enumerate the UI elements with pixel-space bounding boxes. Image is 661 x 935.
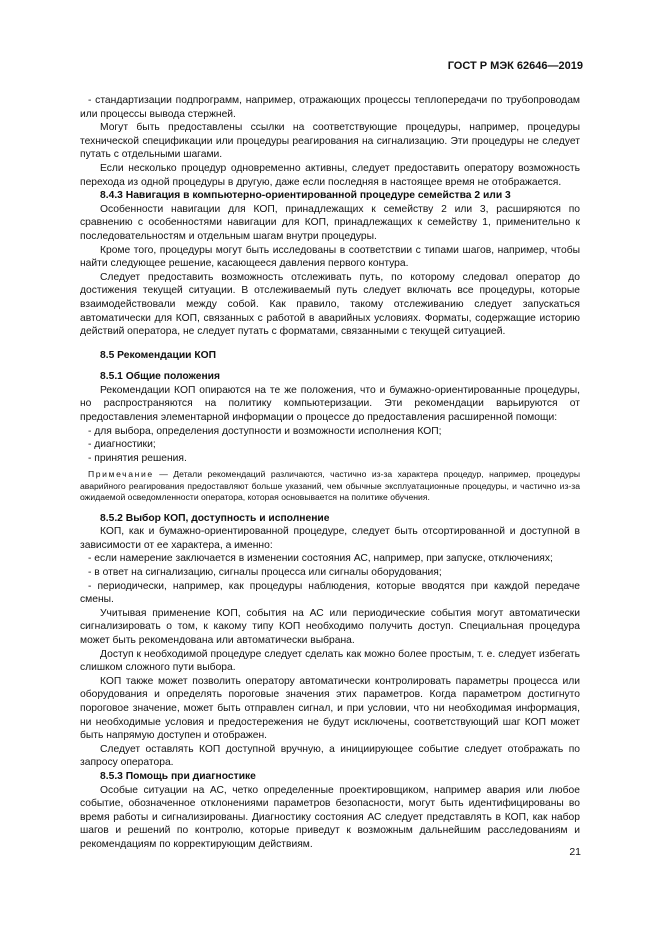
paragraph: КОП также может позволить оператору автоматически контролировать параметры процесса или оборудования и определять пороговые значения этих параметров. Когда параметром достигнуто пороговое значение, может быть отправлен сигнал, и при условии, что ни необходимая информация, ни необходимые условия и предостережения не будут исключены, соответствующий шаг КОП может быть напрямую доступен и отображен.: [80, 675, 580, 742]
list-item: - если намерение заключается в изменении состояния АС, например, при запуске, отключениях;: [88, 553, 553, 565]
note: [80, 469, 580, 503]
document-body: [80, 94, 580, 852]
paragraph: Доступ к необходимой процедуре следует сделать как можно более простым, т. е. следует избегать слишком сложного пути выбора.: [80, 648, 580, 674]
paragraph: Учитывая применение КОП, события на АС или периодические события могут автоматически сигнализировать о том, к какому типу КОП необходимо получить доступ. Специальная процедура может быть рекомендована или автоматически выбрана.: [80, 607, 580, 646]
page-number: 21: [569, 846, 581, 858]
list-item: - принятия решения.: [88, 452, 187, 464]
list-item: - диагностики;: [88, 439, 156, 451]
list-item: - периодически, например, как процедуры наблюдения, которые вводятся при каждой передаче смены.: [80, 580, 580, 606]
paragraph: КОП, как и бумажно-ориентированной процедуре, следует быть отсортированной и доступной в зависимости от ее характера, а именно:: [80, 526, 580, 551]
paragraph: Кроме того, процедуры могут быть исследованы в соответствии с типами шагов, например, чтобы найти следующее решение, касающееся давления первого контура.: [80, 244, 580, 270]
section-heading: 8.5.2 Выбор КОП, доступность и исполнение: [100, 512, 330, 524]
section-heading: 8.4.3 Навигация в компьютерно-ориентированной процедуре семейства 2 или 3: [100, 190, 511, 202]
list-item: - для выбора, определения доступности и возможности исполнения КОП;: [88, 425, 442, 437]
paragraph: Особенности навигации для КОП, принадлежащих к семейству 2 или 3, расширяются по сравнению с особенностями навигации для КОП, принадлежащих к семейству 1, применительно к последовательностям и отдельным шагам внутри процедуры.: [80, 203, 580, 242]
note-label: Примечание: [88, 469, 154, 480]
section-heading: 8.5.1 Общие положения: [100, 371, 220, 383]
paragraph: Следует предоставить возможность отслеживать путь, по которому следовал оператор до достижения текущей ситуации. В отслеживаемый путь следует включать все процедуры, которые взаимодействовали между собой. Как правило, такому отслеживанию следует запускаться автоматически для КОП, связанных с работой в аварийных условиях. Форматы, содержащие историю действий оператора, не следует путать с форматами, связанными с текущей ситуацией.: [80, 271, 580, 338]
list-item: - в ответ на сигнализацию, сигналы процесса или сигналы оборудования;: [88, 567, 442, 579]
paragraph: Особые ситуации на АС, четко определенные проектировщиком, например авария или любое событие, обозначенное отклонениями параметров безопасности, могут быть идентифицированы во время работы и сигнализированы. Диагностику состояния АС следует представлять в КОП, как набор шагов и решений по контролю, которые приведут к возможным дальнейшим расследованиям и рекомендациям по корректирующим действиям.: [80, 784, 580, 850]
list-item: - стандартизации подпрограмм, например, отражающих процессы теплопередачи по трубопроводам или процессы вывода стержней.: [80, 95, 580, 120]
document-header: ГОСТ Р МЭК 62646—2019: [447, 60, 583, 72]
paragraph: Если несколько процедур одновременно активны, следует предоставить оператору возможность перехода из одной процедуры в другую, даже если последняя в настоящее время не отображается.: [80, 162, 580, 188]
note-text: — Детали рекомендаций различаются, частично из-за характера процедур, например, процедуры аварийного реагирования предоставляют больше указаний, чем обычные эксплуатационные процедуры, и частично из-за ожидаемой осведомленности оператора, которая основывается на политике обучения.: [80, 469, 580, 503]
section-heading: 8.5 Рекомендации КОП: [100, 349, 217, 361]
paragraph: Рекомендации КОП опираются на те же положения, что и бумажно-ориентированные процедуры, но распространяются на политику компьютеризации. Эти рекомендации варьируются от предоставления элементарной информации о процессе до предоставления расширенной помощи:: [80, 384, 580, 424]
paragraph: Следует оставлять КОП доступной вручную, а инициирующее событие следует отображать по запросу оператора.: [80, 743, 580, 769]
paragraph: Могут быть предоставлены ссылки на соответствующие процедуры, например, процедуры технической спецификации или процедуры реагирования на сигнализацию. Эти процедуры не следует путать с отдельными шагами.: [80, 122, 580, 161]
section-heading: 8.5.3 Помощь при диагностике: [100, 770, 256, 782]
